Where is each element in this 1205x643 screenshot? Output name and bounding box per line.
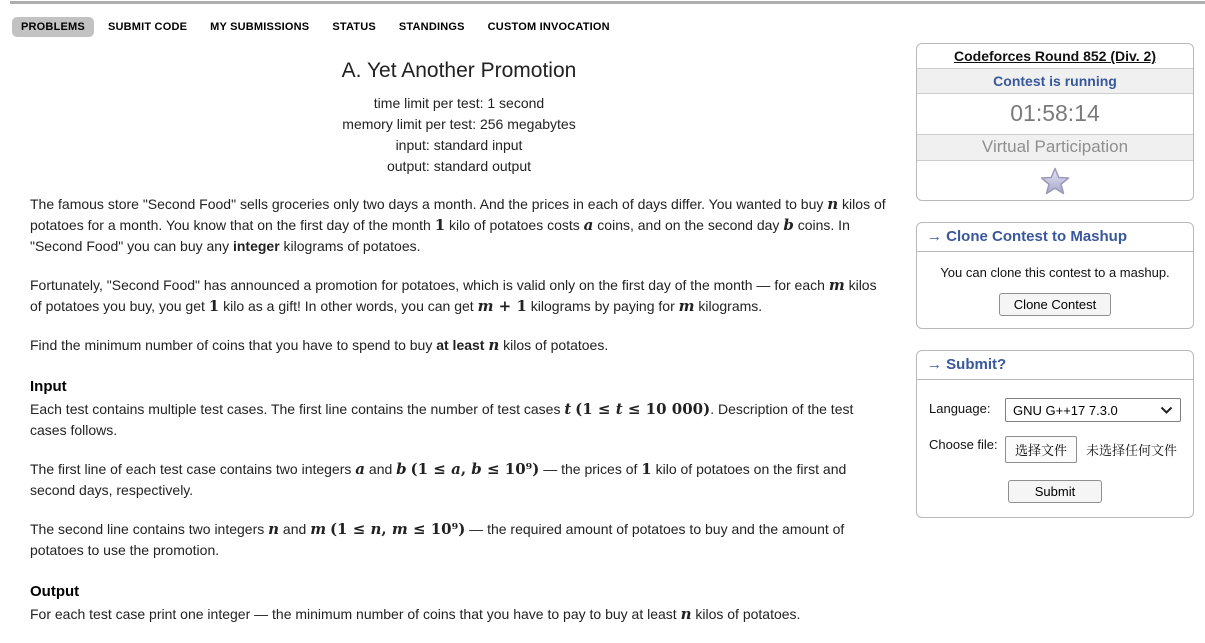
- file-status-text: 未选择任何文件: [1086, 443, 1178, 458]
- input-spec: input: standard input: [395, 137, 523, 153]
- output-paragraph-1: For each test case print one integer — the minimum number of coins that you have to pay to buy at least n kilos of potatoes.: [30, 605, 801, 623]
- clone-contest-header-link[interactable]: → Clone Contest to Mashup: [917, 223, 1193, 252]
- contest-countdown-timer: 01:58:14: [917, 93, 1193, 134]
- submit-header-link[interactable]: → Submit?: [917, 351, 1193, 380]
- choose-file-label: Choose file:: [929, 437, 998, 452]
- clone-contest-box: [916, 222, 1194, 329]
- tab-standings[interactable]: STANDINGS: [398, 21, 465, 33]
- problem-title: A. Yet Another Promotion: [341, 59, 577, 82]
- language-label: Language:: [929, 401, 991, 416]
- submit-box: [916, 350, 1194, 518]
- contest-status: Contest is running: [917, 68, 1193, 93]
- clone-contest-text: You can clone this contest to a mashup.: [940, 265, 1170, 280]
- language-selected-value: GNU G++17 7.3.0: [1013, 402, 1118, 418]
- input-paragraph-1: Each test contains multiple test cases. The first line contains the number of test cases t (1 ≤ t ≤ 10 000). Description of the test cases follows.: [30, 400, 854, 438]
- input-paragraph-3: The second line contains two integers n and m (1 ≤ n, m ≤ 10⁹) — the required amount of potatoes to buy and the amount of potatoes to use the promotion.: [30, 520, 845, 558]
- problem-statement: [30, 37, 888, 643]
- top-divider: [10, 1, 1205, 4]
- tab-problems[interactable]: PROBLEMS: [12, 17, 94, 37]
- tab-custom-invocation[interactable]: CUSTOM INVOCATION: [487, 21, 610, 33]
- input-paragraph-2: The first line of each test case contains two integers a and b (1 ≤ a, b ≤ 10⁹) — the prices of 1 kilo of potatoes on the first and second days, respectively.: [30, 460, 847, 498]
- output-spec: output: standard output: [386, 158, 531, 174]
- problem-paragraph-3: Find the minimum number of coins that you have to spend to buy at least n kilos of potatoes.: [30, 336, 609, 354]
- star-icon[interactable]: [1040, 167, 1070, 195]
- contest-info-box: [916, 43, 1194, 201]
- virtual-participation-label: Virtual Participation: [917, 134, 1193, 160]
- tab-status[interactable]: STATUS: [332, 21, 376, 33]
- favorite-star-row: [917, 160, 1193, 200]
- tab-my-submissions[interactable]: MY SUBMISSIONS: [210, 21, 310, 33]
- output-section-title: Output: [30, 583, 80, 600]
- time-limit: time limit per test: 1 second: [373, 95, 545, 111]
- problem-paragraph-1: The famous store "Second Food" sells groceries only two days a month. And the prices in each of days differ. You wanted to buy n kilos of potatoes for a month. You know that on the first day of the month 1 kilo of potatoes costs a coins, and on the second day b coins. In "Second Food" you can buy any integer kilograms of potatoes.: [30, 195, 886, 254]
- submit-button[interactable]: Submit: [1008, 480, 1102, 503]
- choose-file-button[interactable]: 选择文件: [1005, 436, 1077, 463]
- sidebar: [916, 43, 1194, 539]
- language-select[interactable]: [1005, 398, 1181, 422]
- contest-title-row: [917, 44, 1193, 68]
- memory-limit: memory limit per test: 256 megabytes: [342, 116, 576, 132]
- clone-contest-button[interactable]: Clone Contest: [999, 293, 1111, 316]
- problem-paragraph-2: Fortunately, "Second Food" has announced a promotion for potatoes, which is valid only on the first day of the month — for each m kilos of potatoes you buy, you get 1 kilo as a gift! In other words, you can get m + 1 kilograms by paying for m kilograms.: [30, 276, 877, 315]
- contest-tabbar: [12, 17, 1205, 37]
- chevron-down-icon: [1160, 406, 1173, 414]
- tab-submit-code[interactable]: SUBMIT CODE: [107, 21, 188, 33]
- input-section-title: Input: [30, 378, 67, 395]
- contest-title-link[interactable]: Codeforces Round 852 (Div. 2): [953, 48, 1156, 64]
- problem-limits: [30, 93, 888, 177]
